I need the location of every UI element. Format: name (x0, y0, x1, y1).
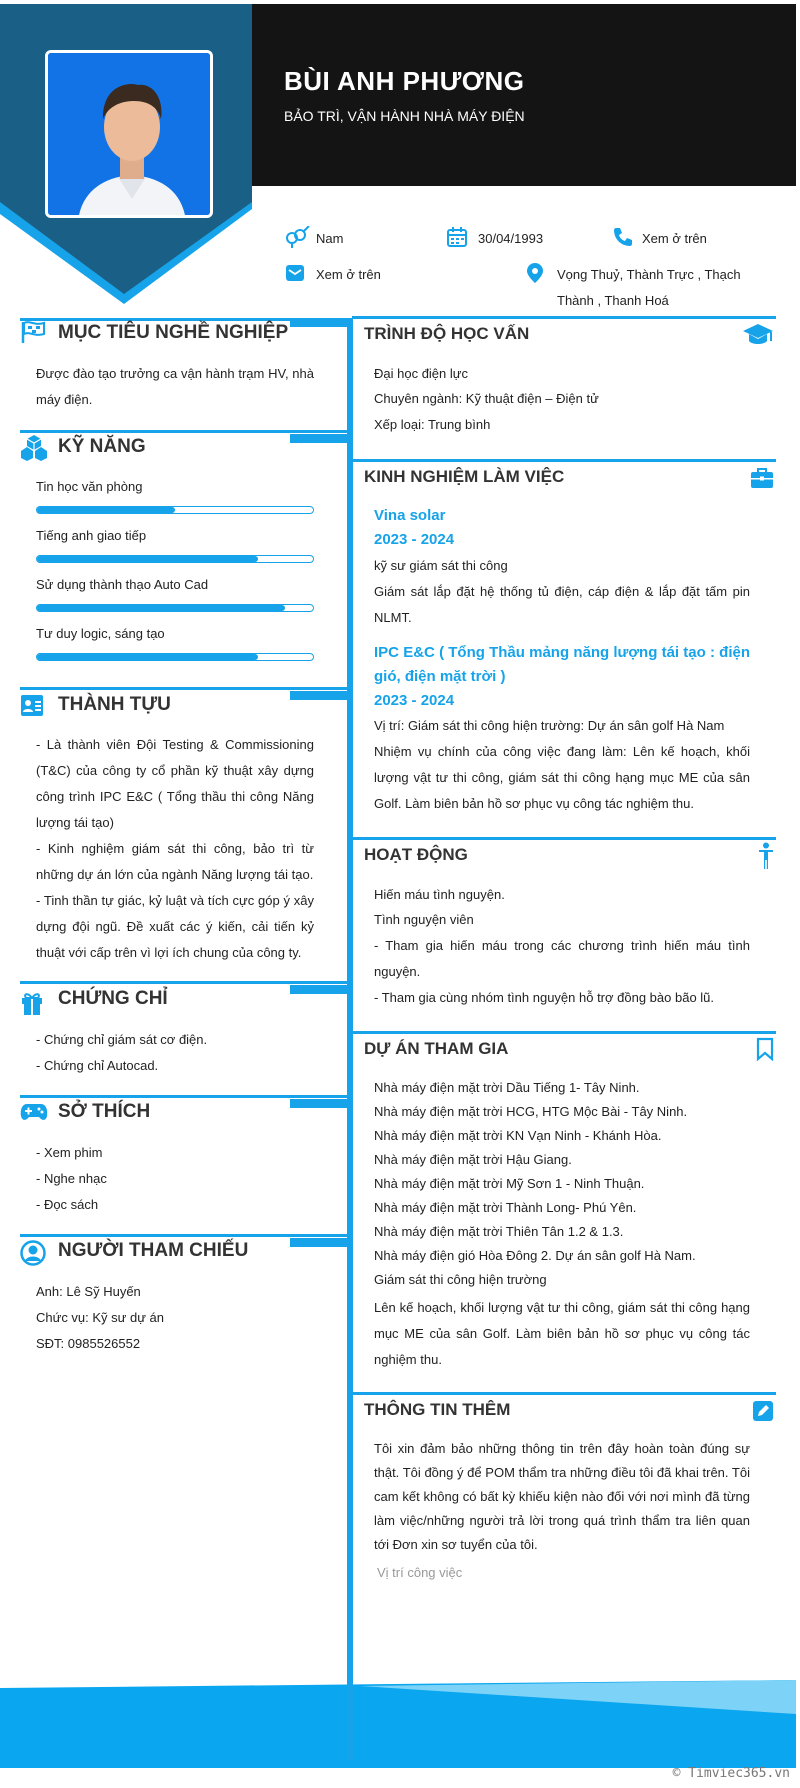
achievement-line: những dự án lớn của ngành Năng lượng tái tạo. (36, 867, 314, 882)
objective-line: Được đào tạo trưởng ca vận hành trạm HV, nhà (36, 366, 314, 381)
skill-bar (36, 555, 314, 563)
activity-line: - Tham gia hiến máu trong các chương trình hiến máu tình (374, 938, 750, 953)
achievement-line: (T&C) của công ty cổ phần kỹ thuật xây dựng (36, 763, 314, 778)
flag-icon (20, 320, 46, 344)
gamepad-icon (20, 1102, 48, 1122)
job-company: gió, điện mặt trời ) (374, 668, 506, 685)
education-line: Đại học điện lực (374, 366, 468, 381)
address-line1: Vọng Thuỷ, Thành Trực , Thạch (557, 267, 741, 282)
skill-bar (36, 506, 314, 514)
projects-divider (352, 1031, 776, 1034)
project-line: Nhà máy điện mặt trời Thành Long- Phú Yên. (374, 1200, 637, 1215)
extra-line: tới Đơn xin sơ tuyển của tôi. (374, 1537, 538, 1552)
address-line2: Thành , Thanh Hoá (557, 293, 669, 308)
references-title: NGƯỜI THAM CHIẾU (58, 1240, 249, 1261)
references-divider (20, 1234, 348, 1237)
skill-bar-fill (37, 605, 285, 611)
achievements-title: THÀNH TỰU (58, 694, 171, 715)
project-line: Nhà máy điện gió Hòa Đông 2. Dự án sân golf Hà Nam. (374, 1248, 696, 1263)
objective-tab (290, 318, 348, 327)
activities-title: HOẠT ĐỘNG (364, 845, 468, 864)
project-para-line: nghiệm thu. (374, 1352, 442, 1367)
extra-text (374, 1437, 750, 1557)
activity-line: - Tham gia cùng nhóm tình nguyện hỗ trợ đồng bào bão lũ. (374, 990, 715, 1005)
achievement-line: - Là thành viên Đội Testing & Commissioning (36, 737, 314, 752)
job-line: kỹ sư giám sát thi công (374, 558, 508, 573)
hobby-line: - Đọc sách (36, 1197, 99, 1212)
achievement-line: - Kinh nghiệm giám sát thi công, bảo trì từ (36, 841, 314, 856)
achievements-tab (290, 691, 348, 700)
extra-line: cam kết không có bất kỳ khiếu kiện nào đối với nơi mình đã từng (374, 1489, 750, 1504)
objective-text (36, 361, 314, 413)
objective-line: máy điện. (36, 392, 93, 407)
briefcase-icon (750, 466, 774, 490)
extra-line: làm việc/những người trả lời trong quá trình thẩm tra liên quan (374, 1513, 750, 1528)
skill-label: Sử dụng thành thạo Auto Cad (36, 577, 209, 592)
email-value: Xem ở trên (316, 267, 381, 282)
projects-list (374, 1076, 696, 1292)
avatar-portrait (48, 53, 213, 218)
job-period: 2023 - 2024 (374, 692, 455, 709)
activity-line: Tình nguyện viên (374, 912, 474, 927)
achievements-divider (20, 687, 348, 690)
project-para-line: Lên kế hoạch, khối lượng vật tư thi công, giám sát thi công hạng (374, 1300, 750, 1315)
hobbies-title: SỞ THÍCH (58, 1101, 151, 1122)
projects-paragraph (374, 1295, 750, 1373)
project-line: Nhà máy điện mặt trời Mỹ Sơn 1 - Ninh Thuận. (374, 1176, 645, 1191)
footer-banner (0, 1680, 796, 1768)
user-circle-icon (20, 1240, 46, 1266)
dob-value: 30/04/1993 (478, 231, 544, 246)
skill-bar-fill (37, 654, 258, 660)
project-para-line: mục ME của sân Golf. Làm biên bản hồ sơ phục vụ công tác (374, 1326, 750, 1341)
job-line: Golf. Làm biên bản hồ sơ phục vụ công tác nghiệm thu. (374, 796, 694, 811)
email-icon (284, 262, 306, 284)
job-line: Giám sát lắp đặt hệ thống tủ điện, cáp điện & lắp đặt tấm pin (374, 584, 750, 599)
project-line: Nhà máy điện mặt trời HCG, HTG Mộc Bài - Tây Ninh. (374, 1104, 688, 1119)
experience-divider (352, 459, 776, 462)
watermark: © Timviec365.vn (672, 1766, 790, 1781)
gender-value: Nam (316, 231, 344, 246)
achievement-line: - Tinh thần tự giác, kỷ luật và tích cực góp ý xây (36, 893, 314, 908)
achievement-line: dựng đội ngũ. Đề xuất các ý kiến, cải tiến kỷ (36, 919, 314, 934)
certificates-divider (20, 981, 348, 984)
experience-title: KINH NGHIỆM LÀM VIỆC (364, 467, 565, 486)
skill-bar-fill (37, 507, 175, 513)
education-line: Chuyên ngành: Kỹ thuật điện – Điện tử (374, 391, 599, 406)
reference-line: Anh: Lê Sỹ Huyến (36, 1284, 141, 1299)
projects-title: DỰ ÁN THAM GIA (364, 1039, 509, 1058)
job-position-placeholder[interactable]: Vị trí công việc (377, 1565, 463, 1580)
id-card-icon (20, 693, 44, 717)
project-line: Nhà máy điện mặt trời Dầu Tiếng 1- Tây Ninh. (374, 1080, 640, 1095)
objective-title: MỤC TIÊU NGHỀ NGHIỆP (58, 322, 289, 343)
center-divider-footer (347, 1680, 353, 1760)
achievement-line: thuật với cấp trên vì lợi ích chung của công ty. (36, 945, 302, 960)
certificate-line: - Chứng chỉ Autocad. (36, 1058, 159, 1073)
avatar (45, 50, 213, 218)
bookmark-icon (756, 1037, 774, 1061)
project-line: Nhà máy điện mặt trời Thiên Tân 1.2 & 1.3. (374, 1224, 624, 1239)
skills-tab (290, 434, 348, 443)
job-company: IPC E&C ( Tổng Thầu mảng năng lượng tái tạo : điện (374, 644, 750, 661)
job-line: Vị trí: Giám sát thi công hiện trường: Dự án sân golf Hà Nam (374, 718, 725, 733)
location-pin-icon (524, 262, 546, 284)
extra-divider (352, 1392, 776, 1395)
achievements-text (36, 732, 314, 966)
edit-icon (752, 1400, 774, 1422)
skills-divider (20, 430, 348, 433)
activity-line: Hiến máu tình nguyện. (374, 887, 505, 902)
references-tab (290, 1238, 348, 1247)
person-icon (758, 842, 774, 870)
skill-bar-fill (37, 556, 258, 562)
job-line: Nhiệm vụ chính của công việc đang làm: Lên kế hoạch, khối (374, 744, 750, 759)
reference-line: Chức vụ: Kỹ sư dự án (36, 1310, 164, 1325)
job-line: NLMT. (374, 610, 412, 625)
hobby-line: - Nghe nhạc (36, 1171, 107, 1186)
project-line: Giám sát thi công hiện trường (374, 1272, 547, 1287)
candidate-role: BẢO TRÌ, VẬN HÀNH NHÀ MÁY ĐIỆN (284, 108, 525, 124)
gift-icon (20, 990, 44, 1016)
activity-line: nguyện. (374, 964, 421, 979)
skill-bar (36, 653, 314, 661)
skill-label: Tư duy logic, sáng tạo (36, 626, 165, 641)
extra-line: thật. Tôi đồng ý để POM thẩm tra những điều tôi đã khai trên. Tôi (374, 1465, 750, 1480)
hobbies-divider (20, 1095, 348, 1098)
candidate-name: BÙI ANH PHƯƠNG (284, 66, 525, 96)
achievement-line: công trình IPC E&C ( Tổng thầu thi công Năng (36, 789, 314, 804)
hobby-line: - Xem phim (36, 1145, 103, 1160)
activities-divider (352, 837, 776, 840)
achievement-line: lượng tái tạo) (36, 815, 114, 830)
project-line: Nhà máy điện mặt trời Hậu Giang. (374, 1152, 572, 1167)
extra-title: THÔNG TIN THÊM (364, 1400, 511, 1419)
education-title: TRÌNH ĐỘ HỌC VẤN (364, 324, 530, 343)
certificate-line: - Chứng chỉ giám sát cơ điện. (36, 1032, 208, 1047)
phone-icon (612, 226, 634, 248)
gender-icon (284, 226, 310, 248)
job-line: lượng vật tư thi công, giám sát thi công hạng mục ME của sân (374, 770, 750, 785)
hobbies-tab (290, 1099, 348, 1108)
phone-value: Xem ở trên (642, 231, 707, 246)
skill-label: Tiếng anh giao tiếp (36, 528, 147, 543)
certificates-tab (290, 985, 348, 994)
skills-title: KỸ NĂNG (58, 436, 146, 457)
center-divider (347, 318, 353, 1760)
project-line: Nhà máy điện mặt trời KN Vạn Ninh - Khánh Hòa. (374, 1128, 662, 1143)
skill-label: Tin học văn phòng (36, 479, 143, 494)
cubes-icon (20, 433, 48, 461)
calendar-icon (446, 226, 468, 248)
education-line: Xếp loại: Trung bình (374, 417, 491, 432)
extra-line: Tôi xin đảm bảo những thông tin trên đây hoàn toàn đúng sự (374, 1441, 750, 1456)
job-period: 2023 - 2024 (374, 531, 455, 548)
certificates-title: CHỨNG CHỈ (58, 988, 168, 1009)
job-company: Vina solar (374, 507, 446, 524)
education-divider (352, 316, 776, 319)
skill-bar (36, 604, 314, 612)
graduation-cap-icon (742, 322, 774, 348)
reference-line: SĐT: 0985526552 (36, 1336, 141, 1351)
